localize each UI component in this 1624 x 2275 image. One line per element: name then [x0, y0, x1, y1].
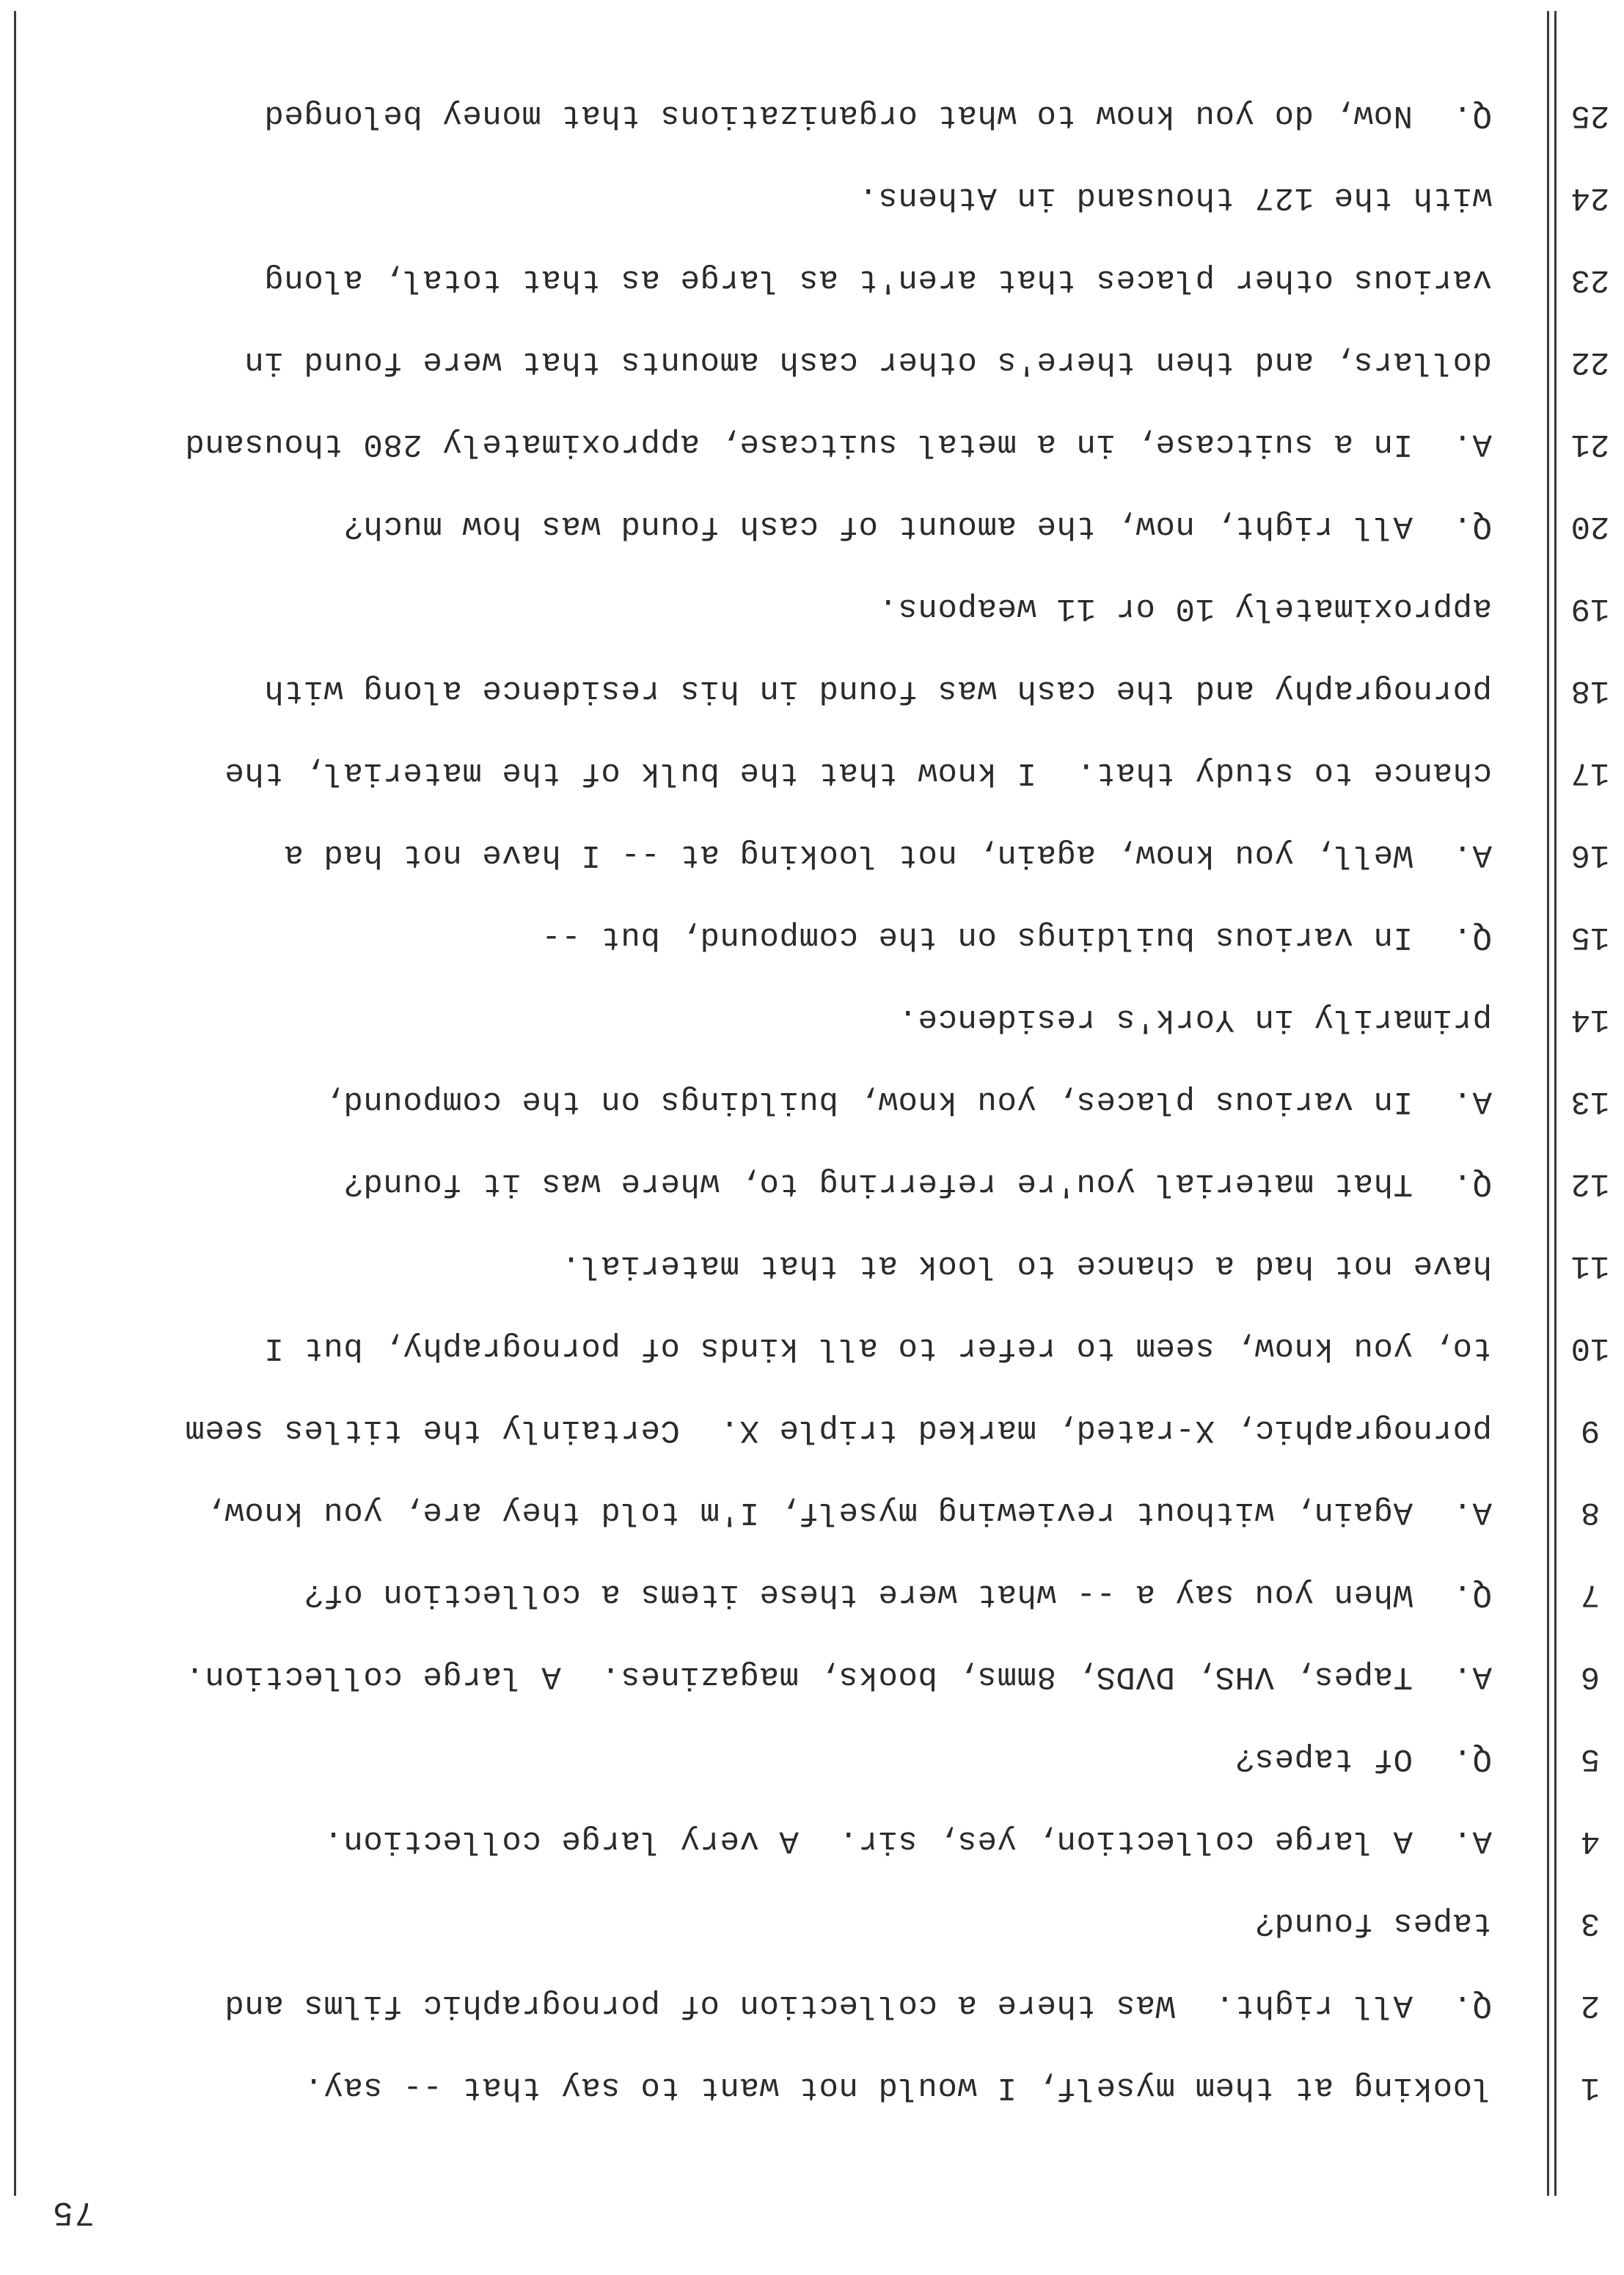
line-number: 16 — [1570, 836, 1610, 873]
line-number: 12 — [1570, 1165, 1610, 1202]
transcript-line — [0, 403, 1624, 485]
line-text: with the 127 thousand in Athens. — [857, 179, 1492, 216]
transcript-line — [0, 74, 1624, 156]
line-text: chance to study that. I know that the bulk of the material, the — [224, 754, 1492, 791]
line-text: A. A large collection, yes, sir. A very large collection. — [323, 1822, 1492, 1859]
line-number: 6 — [1580, 1658, 1601, 1695]
line-number: 20 — [1570, 508, 1610, 544]
transcript-line — [0, 156, 1624, 238]
line-text: primarily in York's residence. — [897, 1001, 1492, 1037]
transcript-line — [0, 238, 1624, 321]
line-number: 13 — [1570, 1083, 1610, 1120]
line-text: have not had a chance to look at that material. — [560, 1247, 1492, 1284]
line-text: A. Again, without reviewing myself, I'm told they are, you know, — [204, 1494, 1492, 1530]
transcript-line — [0, 1717, 1624, 1800]
transcript-line — [0, 1142, 1624, 1224]
line-number: 24 — [1570, 179, 1610, 216]
transcript-line — [0, 1307, 1624, 1389]
line-number: 25 — [1570, 97, 1610, 134]
line-number: 14 — [1570, 1001, 1610, 1037]
line-text: A. In various places, you know, buildings on the compound, — [323, 1083, 1492, 1120]
transcript-line — [0, 649, 1624, 731]
line-number: 5 — [1580, 1740, 1601, 1777]
line-text: Q. That material you're referring to, where was it found? — [343, 1165, 1492, 1202]
line-text: A. Well, you know, again, not looking at -- I have not had a — [283, 836, 1492, 873]
line-number: 2 — [1580, 1987, 1601, 2023]
line-text: Q. When you say a -- what were these items a collection of? — [303, 1576, 1492, 1613]
line-text: Q. In various buildings on the compound, but -- — [541, 919, 1492, 955]
line-text: A. In a suitcase, in a metal suitcase, approximately 280 thousand — [184, 426, 1492, 462]
line-text: various other places that aren't as large as that total, along — [263, 261, 1492, 298]
transcript-line — [0, 1060, 1624, 1142]
line-text: pornography and the cash was found in his residence along with — [263, 672, 1492, 709]
transcript-line — [0, 567, 1624, 649]
line-number: 3 — [1580, 1905, 1601, 1941]
transcript-line — [0, 1964, 1624, 2046]
line-text: approximately 10 or 11 weapons. — [877, 590, 1492, 627]
line-number: 8 — [1580, 1494, 1601, 1530]
transcript-line — [0, 1389, 1624, 1471]
transcript-line — [0, 814, 1624, 896]
transcript-line — [0, 485, 1624, 567]
line-text: dollars, and then there's other cash amounts that were found in — [244, 343, 1492, 380]
line-text: Q. Of tapes? — [1234, 1740, 1492, 1777]
page-number: 75 — [51, 2193, 95, 2231]
transcript-line — [0, 1224, 1624, 1307]
line-text: A. Tapes, VHS, DVDS, 8mms, books, magazines. A large collection. — [184, 1658, 1492, 1695]
line-number: 15 — [1570, 919, 1610, 955]
transcript-line — [0, 321, 1624, 403]
line-number: 7 — [1580, 1576, 1601, 1613]
line-text: Q. Now, do you know to what organizations that money belonged — [263, 97, 1492, 134]
transcript-line — [0, 1882, 1624, 1964]
transcript-line — [0, 1800, 1624, 1882]
transcript-line — [0, 978, 1624, 1060]
transcript-line — [0, 896, 1624, 978]
line-text: Q. All right, now, the amount of cash found was how much? — [343, 508, 1492, 544]
line-number: 17 — [1570, 754, 1610, 791]
line-number: 19 — [1570, 590, 1610, 627]
line-number: 11 — [1570, 1247, 1610, 1284]
transcript-line — [0, 1635, 1624, 1717]
line-text: pornographic, X-rated, marked triple X. Certainly the titles seem — [184, 1412, 1492, 1448]
line-text: Q. All right. Was there a collection of pornographic films and — [224, 1987, 1492, 2023]
line-text: to, you know, seem to refer to all kinds of pornography, but I — [263, 1329, 1492, 1366]
line-number: 10 — [1570, 1329, 1610, 1366]
line-text: looking at them myself, I would not want to say that -- say. — [303, 2069, 1492, 2106]
line-number: 23 — [1570, 261, 1610, 298]
line-number: 4 — [1580, 1822, 1601, 1859]
transcript-line — [0, 731, 1624, 814]
line-number: 18 — [1570, 672, 1610, 709]
line-number: 9 — [1580, 1412, 1601, 1448]
transcript-line — [0, 2046, 1624, 2128]
transcript-line — [0, 1553, 1624, 1635]
line-number: 1 — [1580, 2069, 1601, 2106]
line-number: 21 — [1570, 426, 1610, 462]
line-text: tapes found? — [1254, 1905, 1492, 1941]
line-number: 22 — [1570, 343, 1610, 380]
transcript-line — [0, 1471, 1624, 1553]
